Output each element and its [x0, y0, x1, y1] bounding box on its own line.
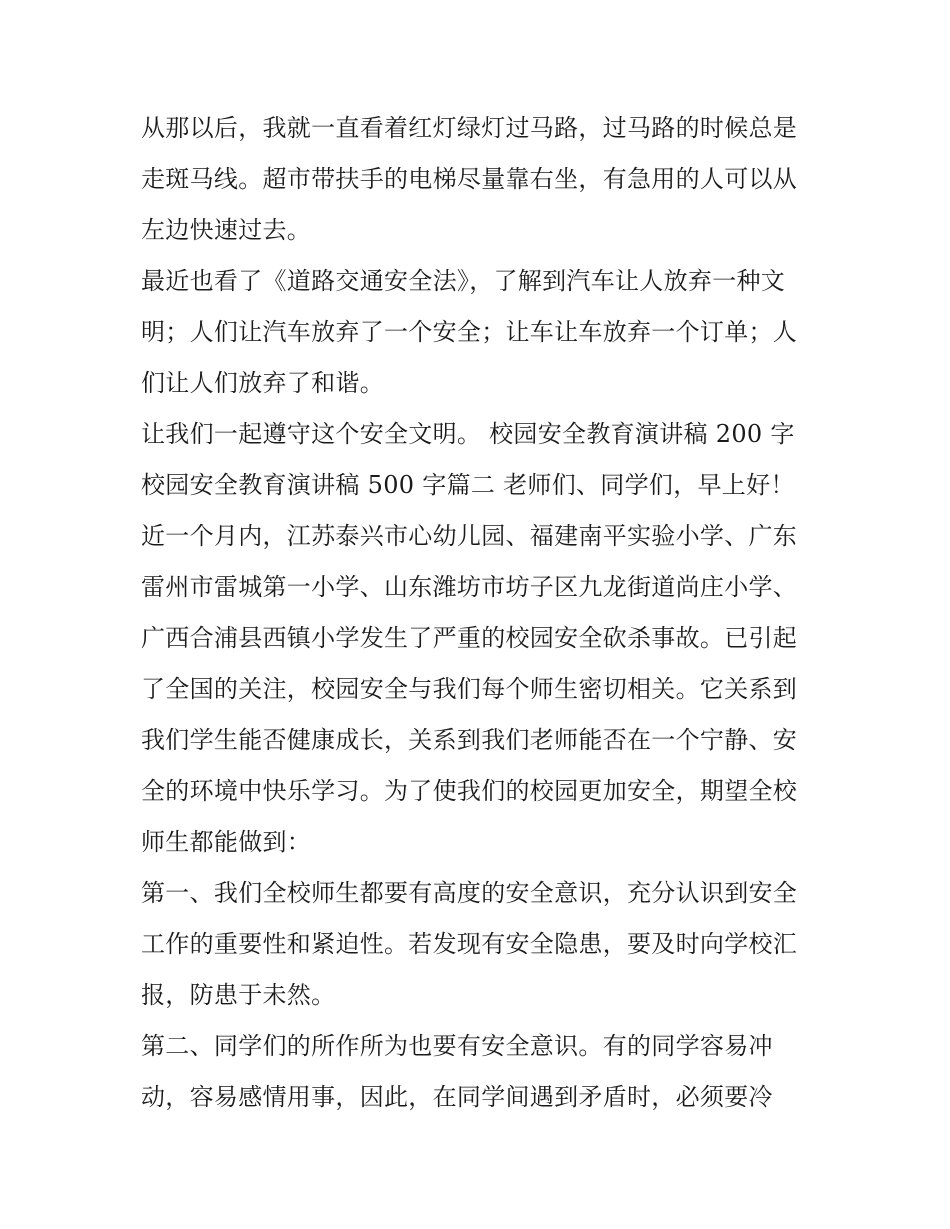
text-line: 让我们一起遵守这个安全文明。 校园安全教育演讲稿 200 字 [141, 420, 795, 448]
text-line: 最近也看了《道路交通安全法》，了解到汽车让人放弃一种文 [141, 267, 786, 295]
text-line: 明；人们让汽车放弃了一个安全；让车让车放弃一个订单；人 [141, 318, 798, 346]
text-line: 广西合浦县西镇小学发生了严重的校园安全砍杀事故。已引起 [141, 624, 798, 652]
text-line: 近一个月内，江苏泰兴市心幼儿园、福建南平实验小学、广东 [141, 522, 798, 550]
text-line: 从那以后，我就一直看着红灯绿灯过马路，过马路的时候总是 [141, 114, 798, 142]
text-line: 第二、同学们的所作所为也要有安全意识。有的同学容易冲 [141, 1032, 773, 1060]
text-line: 全的环境中快乐学习。为了使我们的校园更加安全，期望全校 [141, 777, 798, 805]
text-line: 第一、我们全校师生都要有高度的安全意识，充分认识到安全 [141, 879, 798, 907]
text-line: 校园安全教育演讲稿 500 字篇二 老师们、同学们，早上好！ [141, 471, 795, 499]
text-line: 我们学生能否健康成长，关系到我们老师能否在一个宁静、安 [141, 726, 798, 754]
text-line: 报，防患于未然。 [141, 981, 336, 1009]
text-line: 走斑马线。超市带扶手的电梯尽量靠右坐，有急用的人可以从 [141, 165, 798, 193]
text-line: 师生都能做到： [141, 828, 312, 856]
text-line: 们让人们放弃了和谐。 [141, 369, 384, 397]
text-line: 了全国的关注，校园安全与我们每个师生密切相关。它关系到 [141, 675, 798, 703]
text-line: 动，容易感情用事，因此，在同学间遇到矛盾时，必须要冷 [141, 1083, 773, 1111]
text-line: 工作的重要性和紧迫性。若发现有安全隐患，要及时向学校汇 [141, 930, 798, 958]
text-line: 左边快速过去。 [141, 216, 312, 244]
text-line: 雷州市雷城第一小学、山东潍坊市坊子区九龙街道尚庄小学、 [141, 573, 798, 601]
